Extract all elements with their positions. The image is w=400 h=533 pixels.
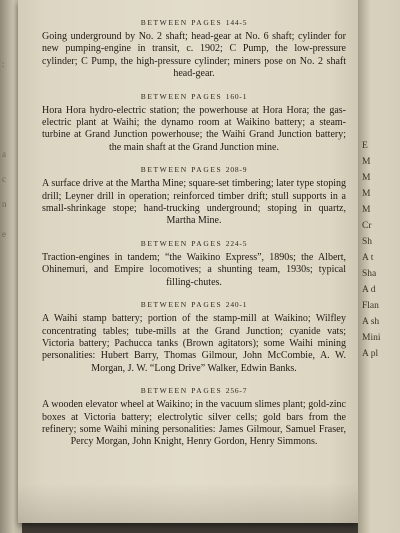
page-range: 224-5 [225, 238, 248, 248]
right-page-fragment: M [362, 157, 371, 167]
plate-heading [42, 386, 346, 395]
left-edge-mark: n [2, 199, 7, 209]
heading-label: BETWEEN PAGES [140, 238, 223, 248]
right-page-fragment: Sh [362, 237, 373, 247]
right-page-fragment: Mini [362, 333, 381, 343]
right-page-fragment: Cr [362, 221, 372, 231]
page-range: 160-1 [225, 91, 248, 101]
plate-heading [42, 239, 346, 248]
plate-heading [42, 92, 346, 101]
right-page-fragment: A t [362, 253, 374, 263]
page-range: 208-9 [225, 165, 248, 175]
right-page-fragment: A pl [362, 349, 379, 359]
right-page-fragment: M [362, 189, 371, 199]
right-page-fragment: M [362, 205, 371, 215]
plate-caption: A wooden elevator wheel at Waikino; in the vacuum slimes plant; gold-zinc boxes at Victoria battery; electrolytic silver cells; gold bars from the refinery; some Waihi mining personalities: James Gilmour, Samuel Fraser, Percy Morgan, John Knight, Henry Gordon, Henry Simmons. [42, 399, 346, 448]
heading-label: BETWEEN PAGES [140, 300, 223, 310]
heading-label: BETWEEN PAGES [140, 91, 223, 101]
right-page-fragment: E [362, 141, 368, 151]
plate-caption: Traction-engines in tandem; “the Waikino Express”, 1890s; the Albert, Ohinemuri, and Empire locomotives; a shunting team, 1930s; typical filling-chutes. [42, 251, 346, 288]
heading-label: BETWEEN PAGES [140, 18, 223, 27]
left-edge-mark: : [2, 59, 5, 69]
plate-heading [42, 165, 346, 174]
right-page-fragment: A sh [362, 317, 380, 327]
left-edge-mark: a [2, 149, 6, 159]
page-range: 144-5 [225, 18, 248, 27]
plate-caption: A Waihi stamp battery; portion of the stamp-mill at Waikino; Wilfley concentrating tables; tube-mills at the Grand Junction; cyanide vats; Victoria battery; Pachucca tanks (Brown agitators); some Waihi mining personalities: Hubert Barry, Thomas Gilmour, John McCombie, A. W. Morgan, J. W. “Long Drive” Walker, Edwin Banks. [42, 313, 346, 374]
right-page-fragment: Flan [362, 301, 379, 311]
heading-label: BETWEEN PAGES [140, 165, 223, 175]
plates-list [42, 18, 346, 460]
book-page [18, 0, 358, 523]
plate-entry [42, 18, 346, 81]
right-page-fragment: Sha [362, 269, 377, 279]
plate-heading [42, 300, 346, 309]
page-range: 240-1 [225, 300, 248, 310]
plate-entry [42, 239, 346, 289]
page-range: 256-7 [225, 386, 248, 396]
left-edge-mark: c [2, 174, 6, 184]
plate-entry [42, 300, 346, 375]
right-page-fragment: A d [362, 285, 376, 295]
plate-entry [42, 165, 346, 228]
right-page-fragment: M [362, 173, 371, 183]
plate-caption: A surface drive at the Martha Mine; square-set timbering; later type stoping drill; Leyner drill in operation; reinforced timber drift; stull supports in a small-shrinkage stope; hand-trucking underground; stoping in quartz, Martha Mine. [42, 178, 346, 227]
plate-entry [42, 92, 346, 155]
heading-label: BETWEEN PAGES [140, 386, 223, 396]
plate-caption: Going underground by No. 2 shaft; head-gear at No. 6 shaft; cylinder for new pumping-engine in transit, c. 1902; C Pump, the low-pressure cylinder; C Pump, the high-pressure cylinder; miners pose on No. 2 shaft head-gear. [42, 31, 346, 80]
adjacent-right-page [358, 0, 400, 533]
plate-heading [42, 18, 346, 27]
plate-caption: Hora Hora hydro-electric station; the powerhouse at Hora Hora; the gas-electric plant at Waihi; the dynamo room at Waikino battery; a steam-turbine at Grand Junction powerhouse; the Waihi Grand Junction battery; the main shaft at the Grand Junction mine. [42, 104, 346, 153]
plate-entry [42, 386, 346, 449]
left-edge-mark: e [2, 229, 6, 239]
